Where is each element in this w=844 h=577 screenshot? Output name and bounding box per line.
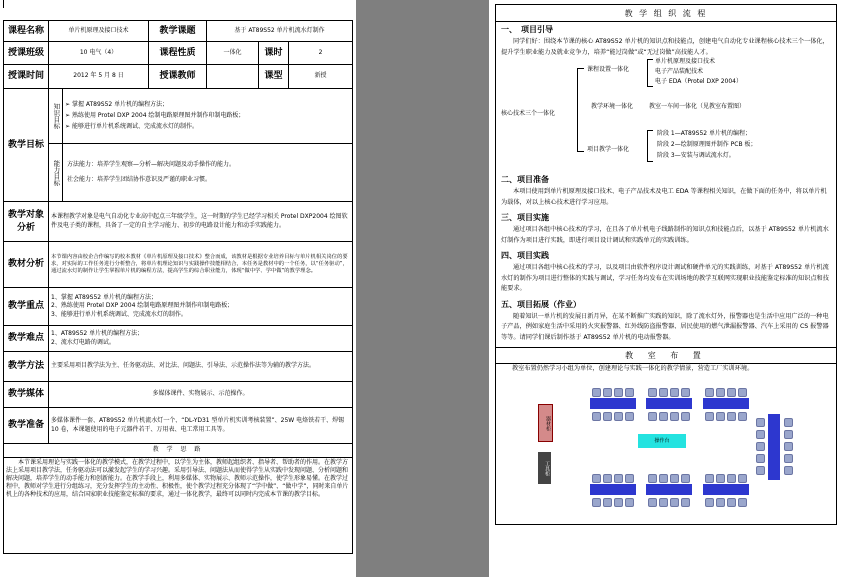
class-value: 10 电气（4） [49, 42, 149, 65]
tree-sub-bracket [647, 130, 653, 162]
section-2-heading: 二、项目准备 [501, 175, 549, 185]
difficult-point-item: 1、AT89S52 单片机的编程方法； [51, 330, 144, 338]
desk-group [590, 398, 636, 409]
section-1-heading: 一、 项目引导 [501, 25, 553, 34]
section-5-heading: 五、项目拓展（作业） [501, 299, 581, 309]
teaching-flow-table [495, 4, 837, 525]
ability-goal-item: 方法能力：培养学生观察—分析—解决问题及动手操作的能力。 [67, 161, 236, 169]
seat [659, 474, 668, 483]
section-1-text: 同学们好：围绕本节课的核心 AT89S52 单片机的知识点和技能点，创建电气自动化专业课程核心技术三个一体化，提升学生职业能力及就业竞争力，培养“能过岗做”或“无过岗做”高技能人才。 [501, 38, 829, 56]
teacher-value [207, 65, 259, 89]
seat [670, 474, 679, 483]
preparation-text: 多媒体课件一套、AT89S52 单片机流水灯一个、“DL-YD31 型单片机实训考核装置”、25W 电烙铁若干、焊锡 10 卷，本课题使用的电子元器件若干、万用表、电工常用工具等。 [49, 408, 353, 444]
seat [648, 388, 657, 397]
knowledge-goal-item: ➢ 熟练使用 Protel DXP 2004 绘制电路原理图并制作印制电路板； [65, 111, 245, 119]
class-label: 授课班级 [4, 42, 49, 65]
seat [756, 442, 765, 451]
desk-group [590, 484, 636, 495]
seat [648, 498, 657, 507]
knowledge-goal-list [63, 89, 353, 144]
hours-label: 课时 [259, 42, 289, 65]
section-2-text: 本项目使用到单片机原理及接口技术、电子产品技术及电工 EDA 等课程相关知识，在做下面的任务中，将以单片机为载体，对以上核心技术进行学习应用。 [501, 188, 827, 206]
course-name-label: 课程名称 [4, 21, 49, 42]
seat [756, 430, 765, 439]
topic-value: 基于 AT89S52 单片机流水灯制作 [207, 21, 353, 42]
teaching-flow-body [496, 22, 837, 348]
knowledge-goal-item: ➢ 能够进行单片机系统调试、完成流水灯的制作。 [65, 123, 198, 131]
seat [727, 388, 736, 397]
seat [603, 474, 612, 483]
goals-label: 教学目标 [4, 89, 49, 202]
seat [756, 466, 765, 475]
tree-course-item: 单片机原理及接口技术 [655, 58, 716, 66]
seat [716, 388, 725, 397]
seat [592, 498, 601, 507]
material-analysis-text: 本节课内容由校企合作编写的校本教材《单片机原理及接口技术》整合而成，该教材是根据专业培养目标与单片机相关岗位的要求，对实际的工作任务进行分析整合，将单片机理论知识与实践操作技能相结合，本任务是教材中的一个任务，以“任务驱动”，通过流水灯的制作让学生掌握单片机的编程方法，提高学生的综合职业能力，体现“做中学、学中做”的教学理念。 [49, 242, 353, 288]
hours-value: 2 [289, 42, 353, 65]
teaching-thinking-text: 本节课采用理论与实践一体化的教学模式，在教学过程中，以学生为主体，教师起组织者、指导者、帮助者的作用。在教学方法上采用项目教学法，任务驱动法可以激发起学生的学习兴趣。采用引导法、问题法从而使得学生从实践中发现问题、分析问题和解决问题，培养学生的动手能力和创新能力。在教学手段上，利用多媒体、实物展示、教师示范操作，使学生形象易懂。在教学过程中，教师对学生进行分组练习，充分发挥学生的主动性、积极性，使个教学过程充分体现了“学中做”、“做中学”，同时来自单片机上的各种技术的应用，结合国家职业技能鉴定标准的要求，通过一体化教学，最终可以同时内完成本节课的教学目标。 [4, 458, 353, 554]
seat [625, 474, 634, 483]
teacher-label: 授课教师 [149, 65, 207, 89]
seat [670, 412, 679, 421]
equipment-cabinet: 器材柜 [538, 404, 553, 442]
seat [784, 430, 793, 439]
method-text: 主要采用项目教学法为主、任务驱动法、对比法、问题法、引导法、示范操作法等为辅的教学方法。 [49, 352, 353, 382]
document-page-2 [489, 0, 844, 577]
seat [659, 498, 668, 507]
seat [738, 388, 747, 397]
knowledge-goal-label [49, 89, 63, 144]
tree-sub-bracket [647, 59, 653, 87]
seat [738, 498, 747, 507]
seat [727, 498, 736, 507]
nature-value: 一体化 [207, 42, 259, 65]
seat [716, 412, 725, 421]
seat [756, 454, 765, 463]
tree-branch-project: 项目教学一体化 [587, 146, 630, 154]
seat [681, 388, 690, 397]
section-3-heading: 三、项目实施 [501, 213, 549, 223]
seat [727, 474, 736, 483]
seat [614, 474, 623, 483]
type-label: 课型 [259, 65, 289, 89]
seat [681, 412, 690, 421]
seat [681, 474, 690, 483]
knowledge-goal-item: ➢ 掌握 AT89S52 单片机的编程方法； [65, 100, 169, 108]
lesson-plan-table [3, 20, 353, 554]
seat [705, 388, 714, 397]
seat [738, 474, 747, 483]
key-points-label: 教学重点 [4, 288, 49, 326]
seat [603, 388, 612, 397]
topic-label: 教学课题 [149, 21, 207, 42]
classroom-layout-title: 教 室 布 置 [496, 348, 837, 364]
desk-group [646, 398, 692, 409]
seat [716, 474, 725, 483]
difficult-points-list [49, 326, 353, 352]
seat [738, 412, 747, 421]
core-tech-tree [499, 58, 833, 170]
ability-goal-list [63, 144, 353, 202]
seat [670, 388, 679, 397]
seat [592, 474, 601, 483]
seat [614, 388, 623, 397]
section-4-text: 通过项目各组中核心技术的学习，以及项目由软件程序设计调试和硬件单元的实践训练，对基于 AT89S52 单片机流水灯的制作为项目进行整体的实践与调试，学习任务均发布在实训场地的教学互联网实现职业技能鉴定标准的知识点和技能要求。 [501, 264, 829, 293]
tree-course-item: 电子 EDA（Protel DXP 2004） [655, 78, 742, 86]
key-points-list [49, 288, 353, 326]
operation-podium: 操作台 [638, 434, 686, 448]
media-label: 教学媒体 [4, 382, 49, 408]
seat [659, 412, 668, 421]
desk-group [646, 484, 692, 495]
seat [705, 474, 714, 483]
time-label: 授课时间 [4, 65, 49, 89]
seat [648, 412, 657, 421]
method-label: 教学方法 [4, 352, 49, 382]
seat [625, 498, 634, 507]
document-page-1 [0, 0, 356, 577]
seat [603, 412, 612, 421]
section-3-text: 通过项目各组中核心技术的学习，在且各了单片机电子线路制作的知识点和技能点后，以基于 AT89S52 单片机流水灯制作为项目进行实践，即进行项目设计调试和实践单元的实践训练。 [501, 226, 829, 244]
media-text: 多媒体课件、实物展示、示范操作。 [49, 382, 353, 408]
seat [784, 454, 793, 463]
desk-group [703, 398, 749, 409]
time-value: 2012 年 5 月 8 日 [49, 65, 149, 89]
tree-project-item: 阶段 3—安装与调试流水灯。 [657, 152, 735, 160]
seat [659, 388, 668, 397]
seat [592, 412, 601, 421]
tree-root: 核心技术三个一体化 [501, 110, 556, 118]
key-point-item: 1、掌握 AT89S52 单片机的编程方法； [51, 294, 158, 302]
seat [716, 498, 725, 507]
tree-main-bracket [577, 68, 584, 152]
ability-goal-label-text: 能力目标 [52, 159, 61, 186]
seat [670, 498, 679, 507]
section-4-heading: 四、项目实践 [501, 251, 549, 261]
seat [727, 412, 736, 421]
object-analysis-label: 教学对象分析 [4, 202, 49, 242]
key-point-item: 2、熟练使用 Protel DXP 2004 绘制电路原理图并制作印制电路板； [51, 302, 234, 310]
seat [756, 418, 765, 427]
tree-branch-course: 课程设置一体化 [587, 66, 630, 74]
object-analysis-text: 本课程教学对象是电气自动化专业高中起点三年级学生，这一时期的学生已经学习相关 Protel DXP2004 绘图软件及电子类的课程，具备了一定的自主学习能力、初步的电路设计能力和动手实践能力。 [49, 202, 353, 242]
seat [625, 412, 634, 421]
difficult-points-label: 教学难点 [4, 326, 49, 352]
corner-mark [3, 0, 4, 8]
key-point-item: 3、能够进行单片机系统调试、完成流水灯的制作。 [51, 310, 187, 318]
seat [614, 412, 623, 421]
classroom-layout-description: 教室布置仍然学习小组为单位，创建理论与实践一体化的教学情景，营造工厂实训环境。 [512, 365, 754, 373]
teaching-flow-title: 教 学 组 织 流 程 [496, 5, 837, 22]
nature-label: 课程性质 [149, 42, 207, 65]
seat [784, 442, 793, 451]
tree-environment-item: 教室一车间一体化（见教室布置图） [649, 103, 746, 111]
knowledge-goal-label-text: 知识目标 [52, 103, 61, 129]
seat [603, 498, 612, 507]
teaching-thinking-title: 教 学 思 路 [4, 444, 353, 458]
type-value: 新授 [289, 65, 353, 89]
preparation-label: 教学准备 [4, 408, 49, 444]
tree-course-item: 电子产品装配技术 [655, 68, 704, 76]
seat [705, 412, 714, 421]
seat [614, 498, 623, 507]
classroom-layout-cell [496, 364, 837, 525]
seat [592, 388, 601, 397]
seat [784, 418, 793, 427]
seat [625, 388, 634, 397]
desk-group [768, 414, 780, 480]
section-5-text: 随着知识一单片机的发展日新月异，在某不断推广实践的知识，除了流水灯外，报警器也是生活中应用广泛的一种电子产品，例如家庭生活中采用的火灾报警器、红外线防盗报警器、居民使用的燃气泄漏报警器、汽车上采用的 CS 报警器等等。请同学们课后制作基于 AT89S52 单片机的电动报警器。 [501, 312, 829, 341]
seat [705, 498, 714, 507]
tool-cabinet: 工具柜 [538, 452, 551, 484]
classroom-layout-diagram [498, 374, 834, 524]
material-analysis-label: 教材分析 [4, 242, 49, 288]
desk-group [703, 484, 749, 495]
seat [681, 498, 690, 507]
tree-project-item: 阶段 1—AT89S52 单片机的编程； [657, 130, 752, 138]
course-name-value: 单片机原理及接口技术 [49, 21, 149, 42]
seat [648, 474, 657, 483]
tree-project-item: 阶段 2—绘制原理图并制作 PCB 板； [657, 141, 757, 149]
difficult-point-item: 2、流水灯电路的调试。 [51, 338, 115, 346]
tree-branch-environment: 教学环境一体化 [591, 103, 634, 111]
ability-goal-item: 社会能力：培养学生团结协作意识及严谨的职业习惯。 [67, 175, 212, 183]
seat [784, 466, 793, 475]
ability-goal-label [49, 144, 63, 202]
